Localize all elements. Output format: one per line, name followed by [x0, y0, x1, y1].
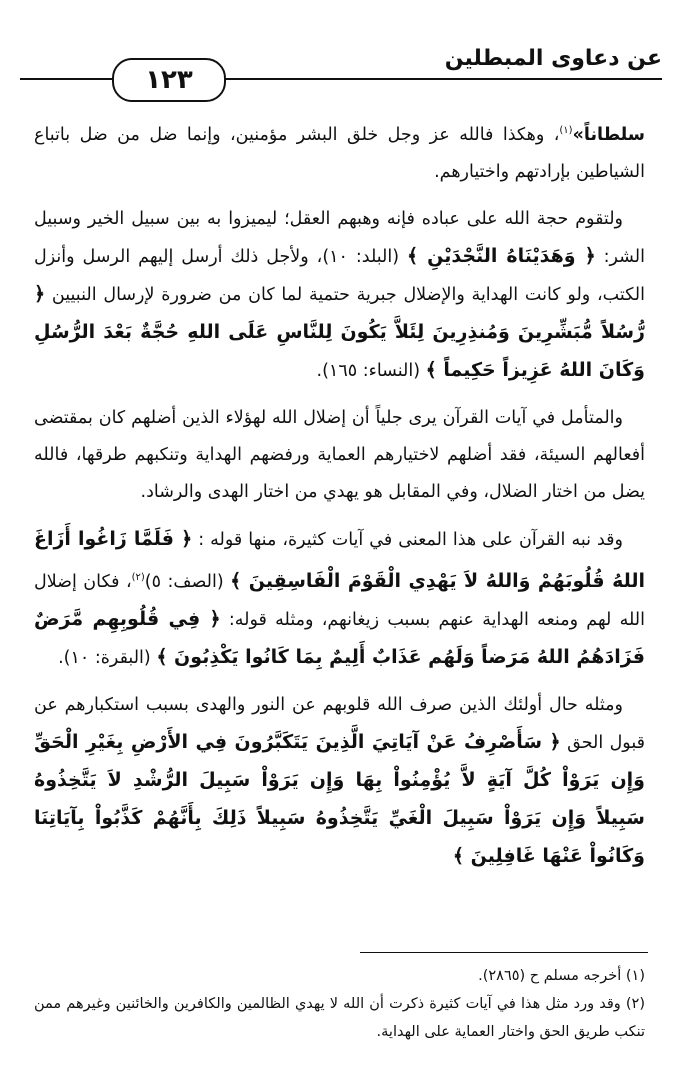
footnote-ref-2: (٢) [131, 571, 145, 583]
quote-end-fragment: سلطاناً» [572, 124, 645, 145]
paragraph-4-text-c: ، فكان إضلال الله لهم ومنعه الهداية عنهم بسبب زيغانهم، ومثله قوله: [34, 571, 645, 630]
paragraph-2-text-a: ولتقوم حجة الله على عباده فإنه وهبهم العقل؛ ليميزوا به بين سبيل الخير وسبيل الشر: [34, 208, 645, 267]
paragraph-1-text: ، وهكذا فالله عز وجل خلق البشر مؤمنين، وإنما ضل من ضل باتباع الشياطين بإرادتهم واختيارهم. [34, 124, 645, 182]
footnote-ref-1: (١) [559, 125, 573, 136]
paragraph-3: والمتأمل في آيات القرآن يرى جلياً أن إضلال الله لهؤلاء الذين أضلهم كان بمقتضى أفعالهم السيئة، فقد أضلهم لاختيارهم العماية ورفضهم الهداية وتنكبهم طرقها، فالله يضل من اختار الضلال، وفي المقابل هو يهدي من اختار الهدى والرشاد. [34, 407, 645, 502]
paragraph-4-text-b: (الصف: ٥) [144, 571, 231, 592]
running-title: عن دعاوى المبطلين [444, 46, 662, 71]
footnote-separator [360, 952, 648, 953]
quran-verse-araf: ﴿ سَأَصْرِفُ عَنْ آيَاتِيَ الَّذِينَ يَتَكَبَّرُونَ فِي الأَرْضِ بِغَيْرِ الْحَقِّ وَإِن يَرَوْاْ كُلَّ آيَةٍ لاَّ يُؤْمِنُواْ بِهَا وَإِن يَرَوْاْ سَبِيلَ الرُّشْدِ لاَ يَتَّخِذُوهُ سَبِيلاً وَإِن يَرَوْاْ سَبِيلَ الْغَيِّ يَتَّخِذُوهُ سَبِيلاً ذَلِكَ بِأَنَّهُمْ كَذَّبُواْ بِآيَاتِنَا وَكَانُواْ عَنْهَا غَافِلِينَ ﴾ [34, 730, 645, 867]
paragraph-5-text-a: ومثله حال أولئك الذين صرف الله قلوبهم عن النور والهدى بسبب استكبارهم عن قبول الحق [34, 694, 645, 753]
paragraph-2 [34, 201, 645, 390]
footnotes [34, 962, 645, 1046]
page-number: ١٢٣ [112, 58, 226, 102]
paragraph-2-text-b: (البلد: ١٠)، ولأجل ذلك أرسل إليهم الرسل وأنزل الكتب، ولو كانت الهداية والإضلال جبرية حتمية لما كان من ضرورة لإرسال النبيين [34, 246, 645, 305]
footnote-2: (٢) وقد ورد مثل هذا في آيات كثيرة ذكرت أن الله لا يهدي الظالمين والكافرين والخائنين وغيرهم ممن تنكب طريق الحق واختار العماية على الهداية. [34, 996, 645, 1040]
quran-verse-saff: ﴿ فَلَمَّا زَاغُوا أَزَاغَ اللهُ قُلُوبَهُمْ وَاللهُ لاَ يَهْدِي الْقَوْمَ الْفَاسِقِينَ ﴾ [34, 527, 645, 592]
quran-verse-baqara: ﴿ فِي قُلُوبِهِم مَّرَضٌ فَزَادَهُمُ اللهُ مَرَضاً وَلَهُم عَذَابٌ أَلِيمٌ بِمَا كَانُوا يَكْذِبُونَ ﴾ [34, 607, 645, 668]
footnote-1: (١) أخرجه مسلم ح (٢٨٦٥). [478, 968, 645, 984]
paragraph-4 [34, 521, 645, 677]
page-header [20, 36, 662, 96]
quran-verse-nisa: ﴿ رُّسُلاً مُّبَشِّرِينَ وَمُنذِرِينَ لِئَلاَّ يَكُونَ لِلنَّاسِ عَلَى اللهِ حُجَّةٌ بَعْدَ الرُّسُلِ وَكَانَ اللهُ عَزِيزاً حَكِيماً ﴾ [34, 282, 645, 381]
paragraph-2-text-c: (النساء: ١٦٥). [316, 360, 426, 381]
paragraph-4-text-d: (البقرة: ١٠). [58, 647, 157, 668]
main-text [34, 112, 645, 886]
paragraph-1 [34, 112, 645, 191]
quran-verse-balad: ﴿ وَهَدَيْنَاهُ النَّجْدَيْنِ ﴾ [407, 244, 596, 267]
paragraph-4-text-a: وقد نبه القرآن على هذا المعنى في آيات كثيرة، منها قوله : [192, 529, 623, 550]
paragraph-5 [34, 687, 645, 876]
